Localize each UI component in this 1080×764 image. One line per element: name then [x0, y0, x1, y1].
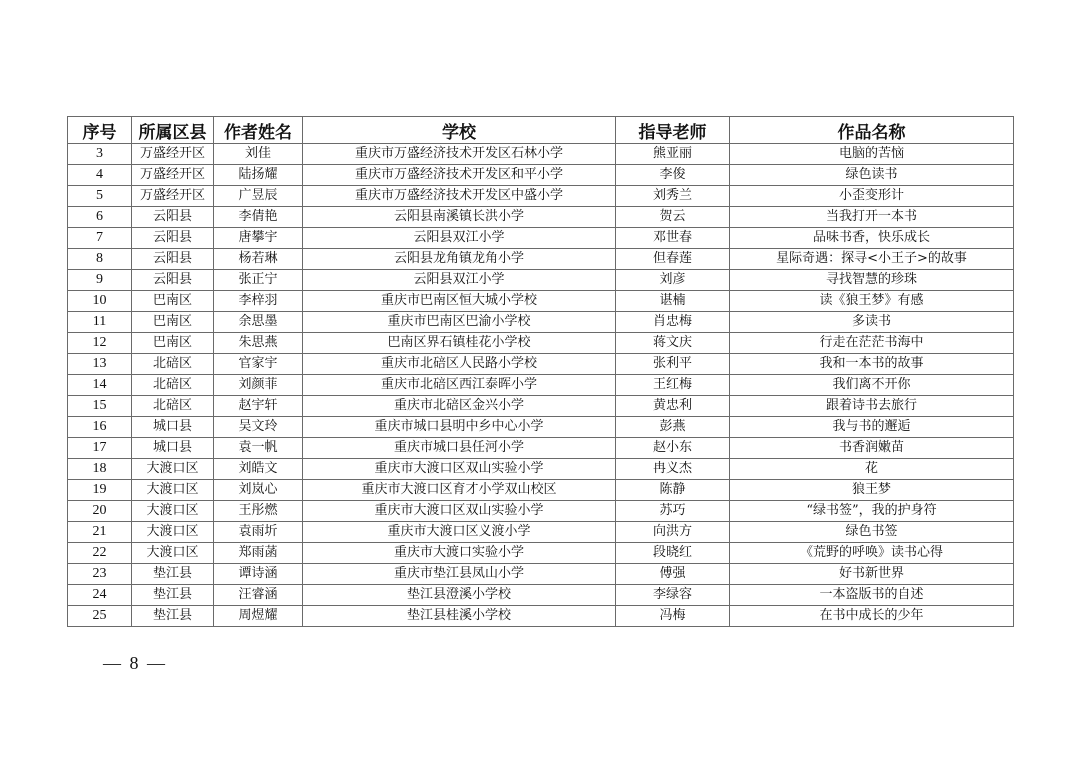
cell-district: 大渡口区 — [132, 459, 214, 480]
cell-author-name: 吴文玲 — [214, 417, 303, 438]
table-row — [68, 417, 1014, 438]
cell-instructor: 刘秀兰 — [616, 186, 730, 207]
cell-author-name: 唐攀宇 — [214, 228, 303, 249]
table-row — [68, 270, 1014, 291]
table-body — [68, 144, 1014, 627]
cell-work-title: 多读书 — [730, 312, 1014, 333]
cell-school: 重庆市万盛经济技术开发区石林小学 — [303, 144, 616, 165]
cell-instructor: 但春莲 — [616, 249, 730, 270]
table-row — [68, 249, 1014, 270]
cell-author-name: 刘皓文 — [214, 459, 303, 480]
cell-district: 巴南区 — [132, 291, 214, 312]
cell-school: 重庆市北碚区西江泰晖小学 — [303, 375, 616, 396]
award-table — [67, 116, 1014, 627]
cell-district: 大渡口区 — [132, 543, 214, 564]
cell-serial-number: 18 — [68, 459, 132, 480]
cell-school: 巴南区界石镇桂花小学校 — [303, 333, 616, 354]
cell-instructor: 彭燕 — [616, 417, 730, 438]
cell-author-name: 王彤燃 — [214, 501, 303, 522]
table-row — [68, 375, 1014, 396]
table-row — [68, 501, 1014, 522]
cell-instructor: 傅强 — [616, 564, 730, 585]
cell-serial-number: 4 — [68, 165, 132, 186]
cell-school: 重庆市大渡口区双山实验小学 — [303, 501, 616, 522]
cell-instructor: 张利平 — [616, 354, 730, 375]
cell-author-name: 汪睿涵 — [214, 585, 303, 606]
cell-district: 云阳县 — [132, 249, 214, 270]
cell-serial-number: 7 — [68, 228, 132, 249]
cell-author-name: 刘岚心 — [214, 480, 303, 501]
table-header-row — [68, 117, 1014, 144]
cell-serial-number: 6 — [68, 207, 132, 228]
cell-author-name: 袁雨圻 — [214, 522, 303, 543]
cell-serial-number: 16 — [68, 417, 132, 438]
cell-serial-number: 14 — [68, 375, 132, 396]
table-row — [68, 354, 1014, 375]
cell-school: 重庆市万盛经济技术开发区和平小学 — [303, 165, 616, 186]
cell-work-title: 我们离不开你 — [730, 375, 1014, 396]
cell-author-name: 广昱辰 — [214, 186, 303, 207]
page-number: — 8 — — [103, 653, 167, 673]
cell-serial-number: 3 — [68, 144, 132, 165]
cell-serial-number: 21 — [68, 522, 132, 543]
cell-work-title: 行走在茫茫书海中 — [730, 333, 1014, 354]
table-row — [68, 165, 1014, 186]
cell-school: 重庆市垫江县凤山小学 — [303, 564, 616, 585]
cell-district: 城口县 — [132, 417, 214, 438]
cell-school: 重庆市城口县明中乡中心小学 — [303, 417, 616, 438]
table-row — [68, 522, 1014, 543]
cell-instructor: 熊亚丽 — [616, 144, 730, 165]
cell-serial-number: 9 — [68, 270, 132, 291]
cell-district: 大渡口区 — [132, 522, 214, 543]
cell-author-name: 李梓羽 — [214, 291, 303, 312]
table-row — [68, 585, 1014, 606]
cell-work-title: 寻找智慧的珍珠 — [730, 270, 1014, 291]
cell-instructor: 陈静 — [616, 480, 730, 501]
cell-district: 大渡口区 — [132, 480, 214, 501]
table-row — [68, 144, 1014, 165]
cell-serial-number: 19 — [68, 480, 132, 501]
cell-school: 垫江县桂溪小学校 — [303, 606, 616, 627]
cell-district: 垫江县 — [132, 606, 214, 627]
table-row — [68, 438, 1014, 459]
table-row — [68, 228, 1014, 249]
cell-work-title: 星际奇遇：探寻<小王子>的故事 — [730, 249, 1014, 270]
cell-school: 重庆市大渡口区育才小学双山校区 — [303, 480, 616, 501]
cell-work-title: 我与书的邂逅 — [730, 417, 1014, 438]
cell-district: 巴南区 — [132, 312, 214, 333]
cell-school: 重庆市北碚区人民路小学校 — [303, 354, 616, 375]
cell-serial-number: 23 — [68, 564, 132, 585]
cell-work-title: 书香润嫩苗 — [730, 438, 1014, 459]
cell-district: 云阳县 — [132, 228, 214, 249]
cell-author-name: 杨若琳 — [214, 249, 303, 270]
cell-instructor: 邓世春 — [616, 228, 730, 249]
cell-instructor: 苏巧 — [616, 501, 730, 522]
cell-serial-number: 25 — [68, 606, 132, 627]
header-serial-number: 序号 — [68, 117, 132, 144]
table-row — [68, 480, 1014, 501]
cell-work-title: 一本盗版书的自述 — [730, 585, 1014, 606]
cell-instructor: 刘彦 — [616, 270, 730, 291]
cell-district: 云阳县 — [132, 270, 214, 291]
cell-instructor: 段晓红 — [616, 543, 730, 564]
cell-instructor: 王红梅 — [616, 375, 730, 396]
header-district: 所属区县 — [132, 117, 214, 144]
cell-district: 万盛经开区 — [132, 186, 214, 207]
cell-author-name: 刘佳 — [214, 144, 303, 165]
cell-instructor: 黄忠利 — [616, 396, 730, 417]
table-row — [68, 291, 1014, 312]
table-row — [68, 564, 1014, 585]
header-author-name: 作者姓名 — [214, 117, 303, 144]
cell-serial-number: 20 — [68, 501, 132, 522]
cell-author-name: 周煜耀 — [214, 606, 303, 627]
cell-work-title: 小歪变形计 — [730, 186, 1014, 207]
cell-school: 重庆市万盛经济技术开发区中盛小学 — [303, 186, 616, 207]
cell-school: 重庆市巴南区巴渝小学校 — [303, 312, 616, 333]
cell-serial-number: 17 — [68, 438, 132, 459]
cell-school: 云阳县南溪镇长洪小学 — [303, 207, 616, 228]
cell-district: 万盛经开区 — [132, 144, 214, 165]
cell-district: 垫江县 — [132, 564, 214, 585]
cell-instructor: 李绿容 — [616, 585, 730, 606]
cell-serial-number: 10 — [68, 291, 132, 312]
cell-work-title: 好书新世界 — [730, 564, 1014, 585]
cell-author-name: 袁一帆 — [214, 438, 303, 459]
cell-district: 垫江县 — [132, 585, 214, 606]
cell-instructor: 李俊 — [616, 165, 730, 186]
cell-work-title: 我和一本书的故事 — [730, 354, 1014, 375]
cell-instructor: 冉义杰 — [616, 459, 730, 480]
cell-district: 北碚区 — [132, 375, 214, 396]
cell-work-title: “绿书签”，我的护身符 — [730, 501, 1014, 522]
table-row — [68, 543, 1014, 564]
table-row — [68, 312, 1014, 333]
cell-serial-number: 12 — [68, 333, 132, 354]
cell-serial-number: 11 — [68, 312, 132, 333]
cell-district: 万盛经开区 — [132, 165, 214, 186]
cell-author-name: 李倩艳 — [214, 207, 303, 228]
cell-instructor: 向洪方 — [616, 522, 730, 543]
cell-district: 北碚区 — [132, 354, 214, 375]
cell-work-title: 当我打开一本书 — [730, 207, 1014, 228]
table-row — [68, 459, 1014, 480]
cell-school: 重庆市大渡口区义渡小学 — [303, 522, 616, 543]
cell-work-title: 读《狼王梦》有感 — [730, 291, 1014, 312]
table-row — [68, 606, 1014, 627]
cell-serial-number: 24 — [68, 585, 132, 606]
cell-work-title: 品味书香，快乐成长 — [730, 228, 1014, 249]
table-row — [68, 333, 1014, 354]
cell-instructor: 赵小东 — [616, 438, 730, 459]
cell-school: 云阳县双江小学 — [303, 270, 616, 291]
cell-work-title: 电脑的苦恼 — [730, 144, 1014, 165]
cell-instructor: 谌楠 — [616, 291, 730, 312]
header-school: 学校 — [303, 117, 616, 144]
cell-author-name: 朱思燕 — [214, 333, 303, 354]
cell-work-title: 绿色书签 — [730, 522, 1014, 543]
cell-serial-number: 8 — [68, 249, 132, 270]
cell-author-name: 余思墨 — [214, 312, 303, 333]
cell-author-name: 陆扬耀 — [214, 165, 303, 186]
cell-serial-number: 15 — [68, 396, 132, 417]
cell-work-title: 在书中成长的少年 — [730, 606, 1014, 627]
cell-serial-number: 5 — [68, 186, 132, 207]
cell-district: 北碚区 — [132, 396, 214, 417]
cell-serial-number: 22 — [68, 543, 132, 564]
cell-instructor: 冯梅 — [616, 606, 730, 627]
cell-school: 垫江县澄溪小学校 — [303, 585, 616, 606]
table-row — [68, 396, 1014, 417]
cell-work-title: 《荒野的呼唤》读书心得 — [730, 543, 1014, 564]
cell-school: 重庆市大渡口区双山实验小学 — [303, 459, 616, 480]
cell-author-name: 张正宁 — [214, 270, 303, 291]
cell-work-title: 狼王梦 — [730, 480, 1014, 501]
cell-author-name: 刘颜菲 — [214, 375, 303, 396]
cell-district: 巴南区 — [132, 333, 214, 354]
cell-author-name: 郑雨菡 — [214, 543, 303, 564]
header-work-title: 作品名称 — [730, 117, 1014, 144]
table-row — [68, 207, 1014, 228]
cell-work-title: 花 — [730, 459, 1014, 480]
cell-school: 云阳县龙角镇龙角小学 — [303, 249, 616, 270]
cell-serial-number: 13 — [68, 354, 132, 375]
cell-author-name: 赵宇轩 — [214, 396, 303, 417]
cell-work-title: 跟着诗书去旅行 — [730, 396, 1014, 417]
cell-district: 城口县 — [132, 438, 214, 459]
cell-author-name: 谭诗涵 — [214, 564, 303, 585]
cell-instructor: 肖忠梅 — [616, 312, 730, 333]
cell-school: 重庆市城口县任河小学 — [303, 438, 616, 459]
cell-school: 重庆市北碚区金兴小学 — [303, 396, 616, 417]
cell-district: 云阳县 — [132, 207, 214, 228]
cell-school: 云阳县双江小学 — [303, 228, 616, 249]
cell-author-name: 官家宇 — [214, 354, 303, 375]
cell-district: 大渡口区 — [132, 501, 214, 522]
cell-school: 重庆市巴南区恒大城小学校 — [303, 291, 616, 312]
cell-instructor: 蒋文庆 — [616, 333, 730, 354]
cell-school: 重庆市大渡口实验小学 — [303, 543, 616, 564]
cell-instructor: 贺云 — [616, 207, 730, 228]
cell-work-title: 绿色读书 — [730, 165, 1014, 186]
header-instructor: 指导老师 — [616, 117, 730, 144]
table-row — [68, 186, 1014, 207]
